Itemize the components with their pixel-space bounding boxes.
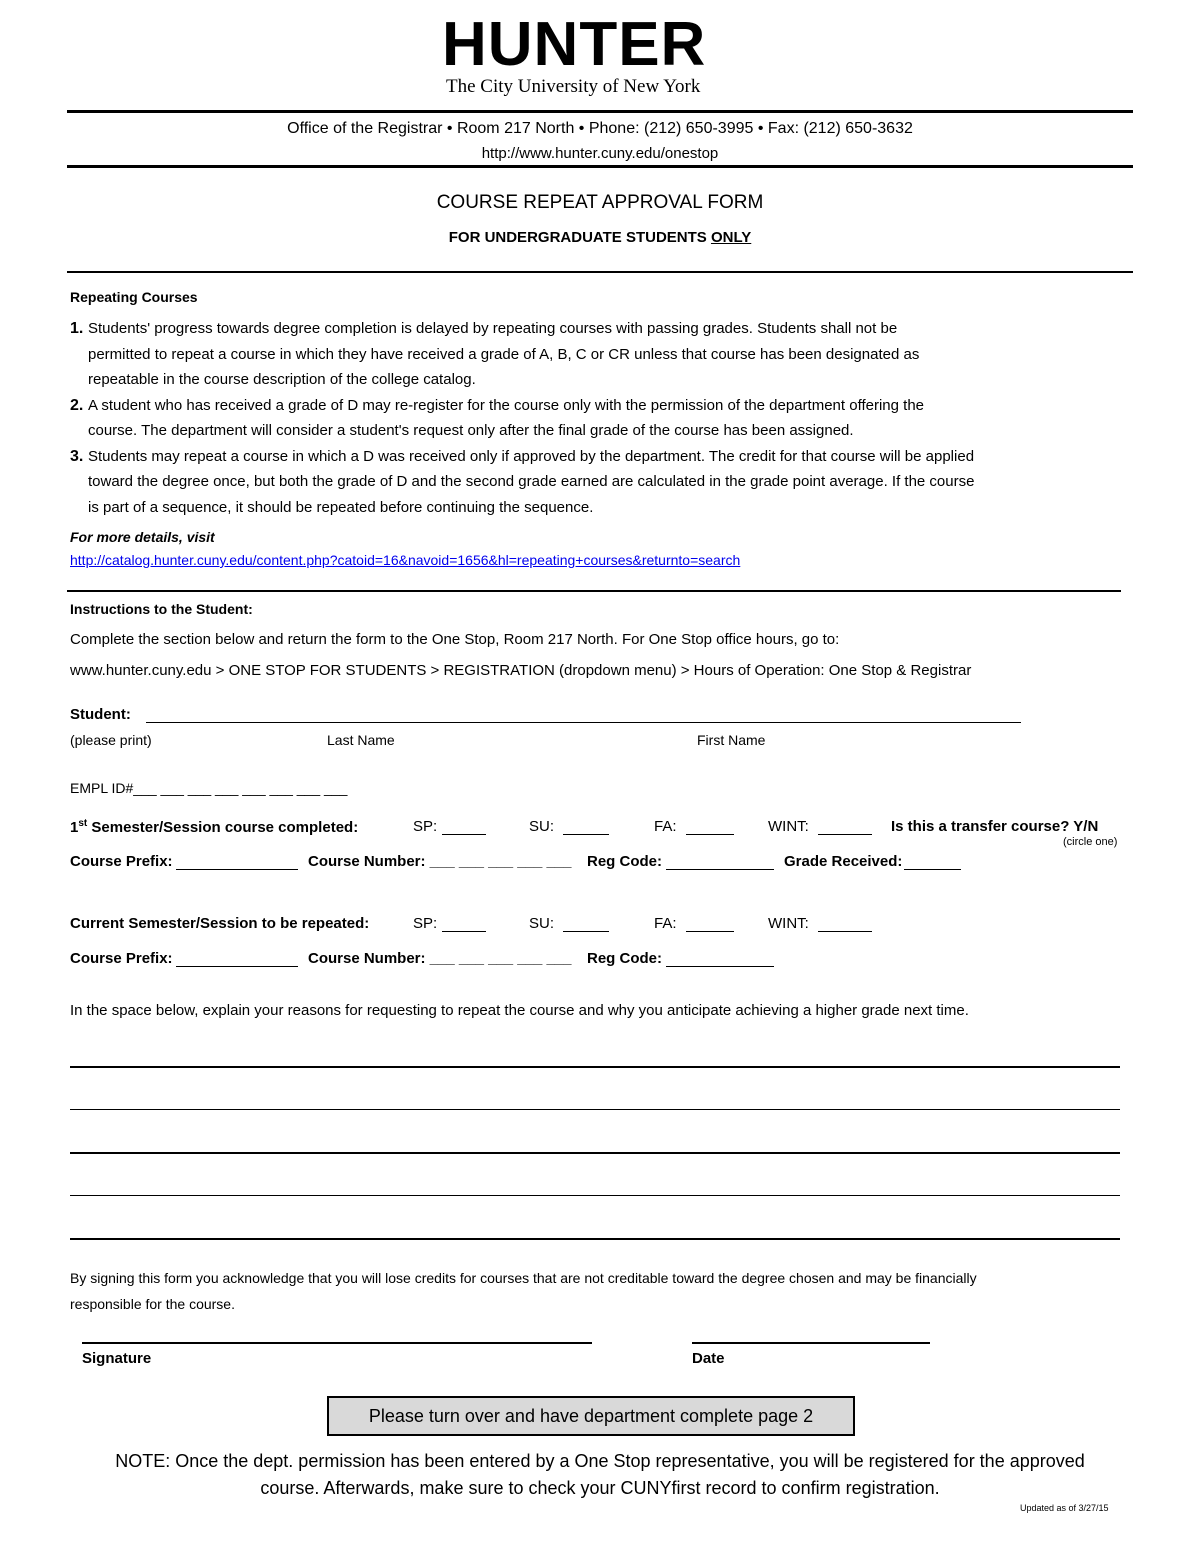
explanation-line[interactable]: [70, 1238, 1120, 1240]
form-subtitle: [67, 229, 1133, 246]
current-sp-field[interactable]: [442, 915, 486, 932]
repeating-heading: Repeating Courses: [70, 289, 198, 305]
transfer-question[interactable]: Is this a transfer course? Y/N: [891, 818, 1099, 835]
current-fa-field[interactable]: [686, 915, 734, 932]
repeat-rule-item: [70, 316, 1140, 393]
onestop-url: http://www.hunter.cuny.edu/onestop: [481, 145, 719, 162]
last-name-label: Last Name: [327, 732, 395, 748]
item-number: 1.: [70, 320, 84, 337]
instructions-heading: Instructions to the Student:: [70, 601, 253, 617]
circle-one-note: (circle one): [1063, 836, 1118, 848]
item-line: toward the degree once, but both the grade of D and the second grade earned are calculated in the grade point average. If the course: [88, 473, 975, 490]
first-reg-code-label: Reg Code:: [587, 853, 662, 870]
item-line: Students' progress towards degree completion is delayed by repeating courses with passing grades. Students shall not be: [88, 320, 898, 337]
note-line-1: NOTE: Once the dept. permission has been entered by a One Stop representative, you will be registered for the approved: [115, 1451, 1085, 1471]
first-su-field[interactable]: [563, 818, 609, 835]
explanation-line[interactable]: [70, 1109, 1120, 1110]
item-line: Students may repeat a course in which a D was received only if approved by the department. The credit for that course will be applied: [88, 447, 975, 465]
first-reg-code-field[interactable]: [666, 853, 774, 870]
first-wint-field[interactable]: [818, 818, 872, 835]
first-fa-field[interactable]: [686, 818, 734, 835]
first-semester-sup: st: [78, 818, 88, 829]
explanation-line[interactable]: [70, 1152, 1120, 1154]
grade-received-label: Grade Received:: [784, 853, 903, 870]
first-semester-num: 1: [70, 819, 79, 836]
item-line: repeatable in the course description of the college catalog.: [88, 371, 476, 388]
section-rule: [67, 590, 1121, 592]
first-semester-text: Semester/Session course completed:: [87, 819, 359, 836]
subtitle-emphasis: ONLY: [710, 229, 752, 246]
first-fa-label: FA:: [654, 818, 677, 835]
item-line: permitted to repeat a course in which they have received a grade of A, B, C or CR unless that course has been designated as: [88, 345, 920, 363]
repeat-rule-item: [70, 393, 1140, 444]
first-su-label: SU:: [529, 818, 555, 835]
empl-id-field[interactable]: EMPL ID#___ ___ ___ ___ ___ ___ ___ ___: [70, 780, 348, 796]
note-line-2: course. Afterwards, make sure to check your CUNYfirst record to confirm registration.: [260, 1478, 940, 1498]
acknowledgement-line-1: By signing this form you acknowledge that you will lose credits for courses that are not creditable toward the degree chosen and may be financially: [70, 1270, 977, 1286]
subtitle-prefix: FOR UNDERGRADUATE STUDENTS: [448, 229, 711, 246]
current-su-field[interactable]: [563, 915, 609, 932]
form-title: COURSE REPEAT APPROVAL FORM: [436, 192, 764, 213]
first-course-prefix-field[interactable]: [176, 853, 298, 870]
current-sp-label: SP:: [413, 915, 438, 932]
first-name-label: First Name: [697, 732, 766, 748]
first-sp-label: SP:: [413, 818, 438, 835]
first-semester-label: [70, 818, 358, 836]
current-course-prefix-label: Course Prefix:: [70, 950, 173, 967]
student-name-field[interactable]: [146, 706, 1021, 723]
turn-over-box: Please turn over and have department complete page 2: [327, 1396, 855, 1436]
catalog-link[interactable]: http://catalog.hunter.cuny.edu/content.php?catoid=16&navoid=1656&hl=repeating+courses&returnto=search: [70, 552, 741, 568]
item-number: 3.: [70, 447, 84, 465]
header-bottom-rule: [67, 165, 1133, 168]
explanation-prompt: In the space below, explain your reasons for requesting to repeat the course and why you anticipate achieving a higher grade next time.: [70, 1002, 969, 1019]
title-rule: [67, 271, 1133, 273]
hunter-logo: [438, 10, 768, 98]
item-line: course. The department will consider a student's request only after the final grade of the course has been assigned.: [88, 422, 854, 439]
current-su-label: SU:: [529, 915, 555, 932]
signature-label: Signature: [82, 1350, 152, 1367]
current-wint-field[interactable]: [818, 915, 872, 932]
item-number: 2.: [70, 396, 84, 414]
grade-received-field[interactable]: [904, 853, 961, 870]
student-label: Student:: [70, 706, 131, 723]
header-top-rule: [67, 110, 1133, 113]
first-sp-field[interactable]: [442, 818, 486, 835]
current-wint-label: WINT:: [768, 915, 809, 932]
more-details-label: For more details, visit: [70, 529, 215, 545]
current-fa-label: FA:: [654, 915, 677, 932]
date-label: Date: [692, 1350, 725, 1367]
current-course-prefix-field[interactable]: [176, 950, 298, 967]
logo-wordmark: HUNTER: [442, 10, 707, 79]
item-line: A student who has received a grade of D may re-register for the course only with the permission of the department offering the: [88, 396, 925, 414]
current-reg-code-field[interactable]: [666, 950, 774, 967]
instructions-line-2: www.hunter.cuny.edu > ONE STOP FOR STUDENTS > REGISTRATION (dropdown menu) > Hours of Operation: One Stop & Registrar: [70, 662, 972, 679]
contact-line: Office of the Registrar • Room 217 North • Phone: (212) 650-3995 • Fax: (212) 650-3632: [287, 120, 913, 137]
explanation-line[interactable]: [70, 1066, 1120, 1068]
repeat-rule-item: [70, 444, 1140, 521]
signature-line[interactable]: [82, 1342, 592, 1344]
acknowledgement-line-2: responsible for the course.: [70, 1296, 235, 1312]
item-line: is part of a sequence, it should be repeated before continuing the sequence.: [88, 498, 594, 516]
repeating-list: [70, 316, 1140, 520]
explanation-line[interactable]: [70, 1195, 1120, 1196]
date-line[interactable]: [692, 1342, 930, 1344]
please-print-label: (please print): [70, 732, 152, 748]
first-wint-label: WINT:: [768, 818, 809, 835]
current-course-number-field[interactable]: Course Number: ___ ___ ___ ___ ___: [308, 950, 572, 967]
current-semester-label: Current Semester/Session to be repeated:: [70, 915, 370, 932]
first-course-number-field[interactable]: Course Number: ___ ___ ___ ___ ___: [308, 853, 572, 870]
logo-subtitle: The City University of New York: [446, 76, 701, 97]
updated-date: Updated as of 3/27/15: [1020, 1503, 1109, 1513]
current-reg-code-label: Reg Code:: [587, 950, 662, 967]
instructions-line-1: Complete the section below and return the form to the One Stop, Room 217 North. For One Stop office hours, go to:: [70, 631, 840, 648]
first-course-prefix-label: Course Prefix:: [70, 853, 173, 870]
